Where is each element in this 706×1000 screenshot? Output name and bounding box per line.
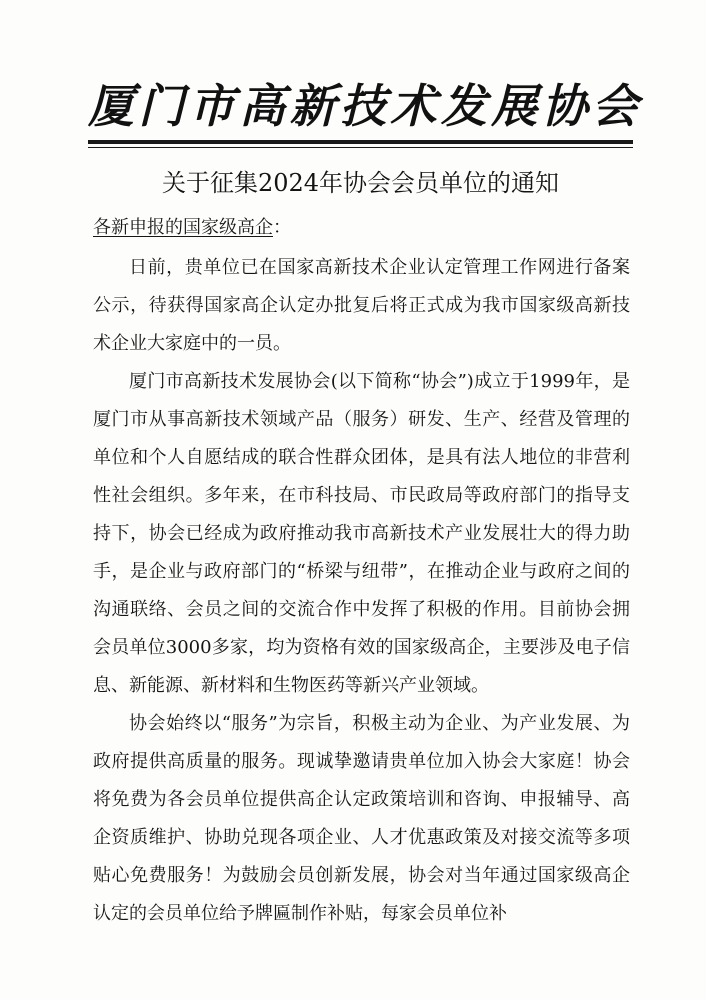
letterhead-org-name: 厦门市高新技术发展协会: [88, 79, 638, 133]
salutation-colon: ：: [273, 217, 291, 238]
letterhead-rule-thin: [88, 147, 633, 148]
body-paragraph-1: 日前，贵单位已在国家高新技术企业认定管理工作网进行备案公示，待获得国家高企认定办批复后将正式成为我市国家级高新技术企业大家庭中的一员。: [93, 257, 630, 354]
letterhead-rule-thick: [88, 140, 633, 144]
salutation-addressee: 各新申报的国家级高企: [93, 217, 273, 238]
document-title: 关于征集2024年协会会员单位的通知: [161, 169, 560, 197]
salutation: [93, 213, 291, 243]
body-paragraph-3: 协会始终以“服务”为宗旨，积极主动为企业、为产业发展、为政府提供高质量的服务。现诚挚邀请贵单位加入协会大家庭！协会将免费为各会员单位提供高企认定政策培训和咨询、申报辅导、高企资质维护、协助兑现各项企业、人才优惠政策及对接交流等多项贴心免费服务！为鼓励会员创新发展，协会对当年通过国家级高企认定的会员单位给予牌匾制作补贴，每家会员单位补: [93, 713, 630, 924]
body-paragraph-2: 厦门市高新技术发展协会(以下简称“协会”)成立于1999年，是厦门市从事高新技术领域产品（服务）研发、生产、经营及管理的单位和个人自愿结成的联合性群众团体，是具有法人地位的非营利性社会组织。多年来，在市科技局、市民政局等政府部门的指导支持下，协会已经成为政府推动我市高新技术产业发展壮大的得力助手，是企业与政府部门的“桥梁与纽带”，在推动企业与政府之间的沟通联络、会员之间的交流合作中发挥了积极的作用。目前协会拥会员单位3000多家，均为资格有效的国家级高企，主要涉及电子信息、新能源、新材料和生物医药等新兴产业领域。: [93, 371, 630, 696]
